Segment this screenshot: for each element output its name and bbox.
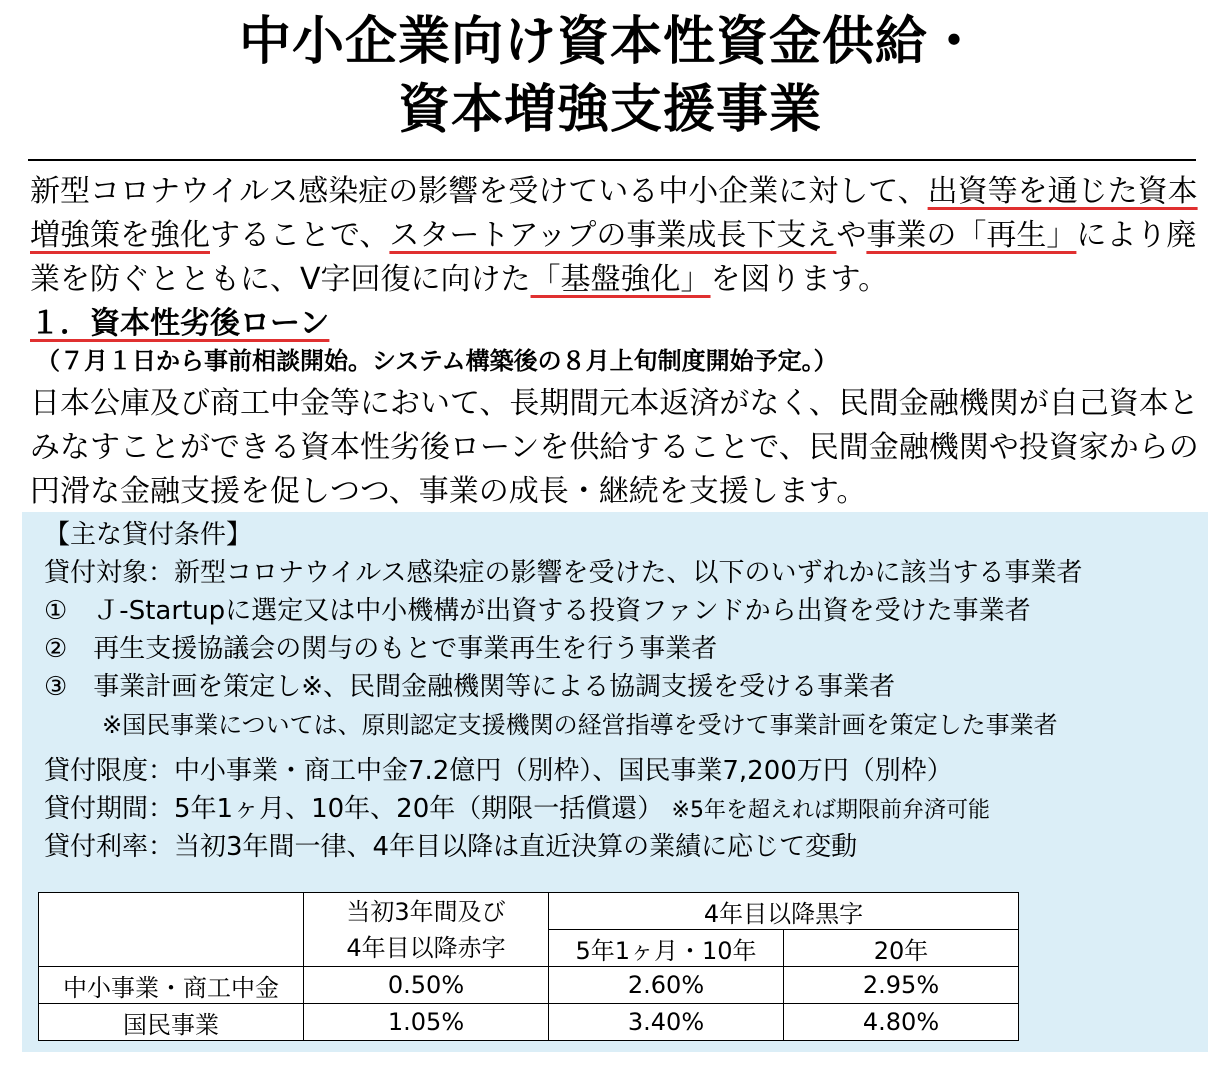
loan-limit: 貸付限度：中小事業・商工中金7.2億円（別枠）、国民事業7,200万円（別枠）	[44, 756, 953, 786]
rate-cell: 2.60%	[549, 967, 784, 1004]
intro-text-1: 新型コロナウイルス感染症の影響を受けている中小企業に対して、	[30, 174, 928, 209]
section-body: 日本公庫及び商工中金等において、長期間元本返済がなく、民間金融機関が自己資本とみなすことができる資本性劣後ローンを供給することで、民間金融機関や投資家からの円滑な金融支援を促しつつ、事業の成長・継続を支援します。	[30, 386, 1199, 509]
rate-cell: 3.40%	[549, 1004, 784, 1041]
header-initial-or-loss	[304, 893, 549, 967]
row-label: 中小事業・商工中金	[39, 967, 304, 1004]
header-profit-group: 4年目以降黒字	[549, 893, 1019, 930]
header-initial-line-1: 当初3年間及び	[346, 897, 506, 926]
loan-conditions-list	[44, 516, 1194, 866]
header-initial-line-2: 4年目以降赤字	[346, 933, 506, 962]
intro-highlight-4: 「基盤強化」	[530, 262, 711, 297]
spacer	[44, 744, 1194, 752]
rate-cell: 4.80%	[784, 1004, 1019, 1041]
intro-text-4: により廃業を防ぐとともに、V字回復に向けた	[30, 218, 1197, 297]
rate-table	[38, 892, 1019, 1041]
section-heading	[30, 304, 329, 344]
target-note: ※国民事業については、原則認定支援機関の経営指導を受けて事業計画を策定した事業者	[102, 711, 1058, 739]
intro-highlight-1: 出資等を通じた資本増強策を強化	[30, 174, 1198, 253]
target-item-3: ③ 事業計画を策定し※、民間金融機関等による協調支援を受ける事業者	[44, 672, 896, 702]
table-row	[39, 967, 1019, 1004]
loan-conditions-box	[22, 512, 1208, 1052]
title-line-2: 資本増強支援事業	[397, 80, 822, 140]
row-label: 国民事業	[39, 1004, 304, 1041]
loan-period-text: 貸付期間：5年1ヶ月、10年、20年（期限一括償還）	[44, 794, 664, 824]
loan-target: 貸付対象：新型コロナウイルス感染症の影響を受けた、以下のいずれかに該当する事業者	[44, 558, 1083, 588]
header-sub-long: 20年	[784, 930, 1019, 967]
table-header-row	[39, 893, 1019, 930]
intro-highlight-2: スタートアップの事業成長下支え	[389, 218, 837, 253]
table-corner-cell	[39, 893, 304, 967]
intro-text-3: や	[836, 218, 867, 253]
loan-period	[44, 790, 1194, 828]
loan-rate: 貸付利率：当初3年間一律、4年目以降は直近決算の業績に応じて変動	[44, 832, 858, 862]
title-divider	[28, 159, 1196, 161]
conditions-header: 【主な貸付条件】	[44, 520, 253, 550]
loan-period-note: ※5年を超えれば期限前弁済可能	[671, 798, 990, 823]
table-row	[39, 1004, 1019, 1041]
section-heading-text: １．資本性劣後ローン	[30, 306, 330, 341]
target-item-2: ② 再生支援協議会の関与のもとで事業再生を行う事業者	[44, 634, 718, 664]
section-subheading: （７月１日から事前相談開始。システム構築後の８月上旬制度開始予定。）	[36, 347, 838, 375]
page-title	[0, 8, 1220, 144]
intro-highlight-3: 事業の「再生」	[866, 218, 1077, 253]
target-item-1: ① Ｊ-Startupに選定又は中小機構が出資する投資ファンドから出資を受けた事業者	[44, 596, 1031, 626]
intro-text-5: を図ります。	[710, 262, 889, 297]
rate-cell: 0.50%	[304, 967, 549, 1004]
rate-cell: 2.95%	[784, 967, 1019, 1004]
title-line-1: 中小企業向け資本性資金供給・	[238, 12, 981, 72]
rate-cell: 1.05%	[304, 1004, 549, 1041]
header-sub-short: 5年1ヶ月・10年	[549, 930, 784, 967]
intro-paragraph	[30, 170, 1200, 302]
intro-text-2: することで、	[210, 218, 390, 253]
